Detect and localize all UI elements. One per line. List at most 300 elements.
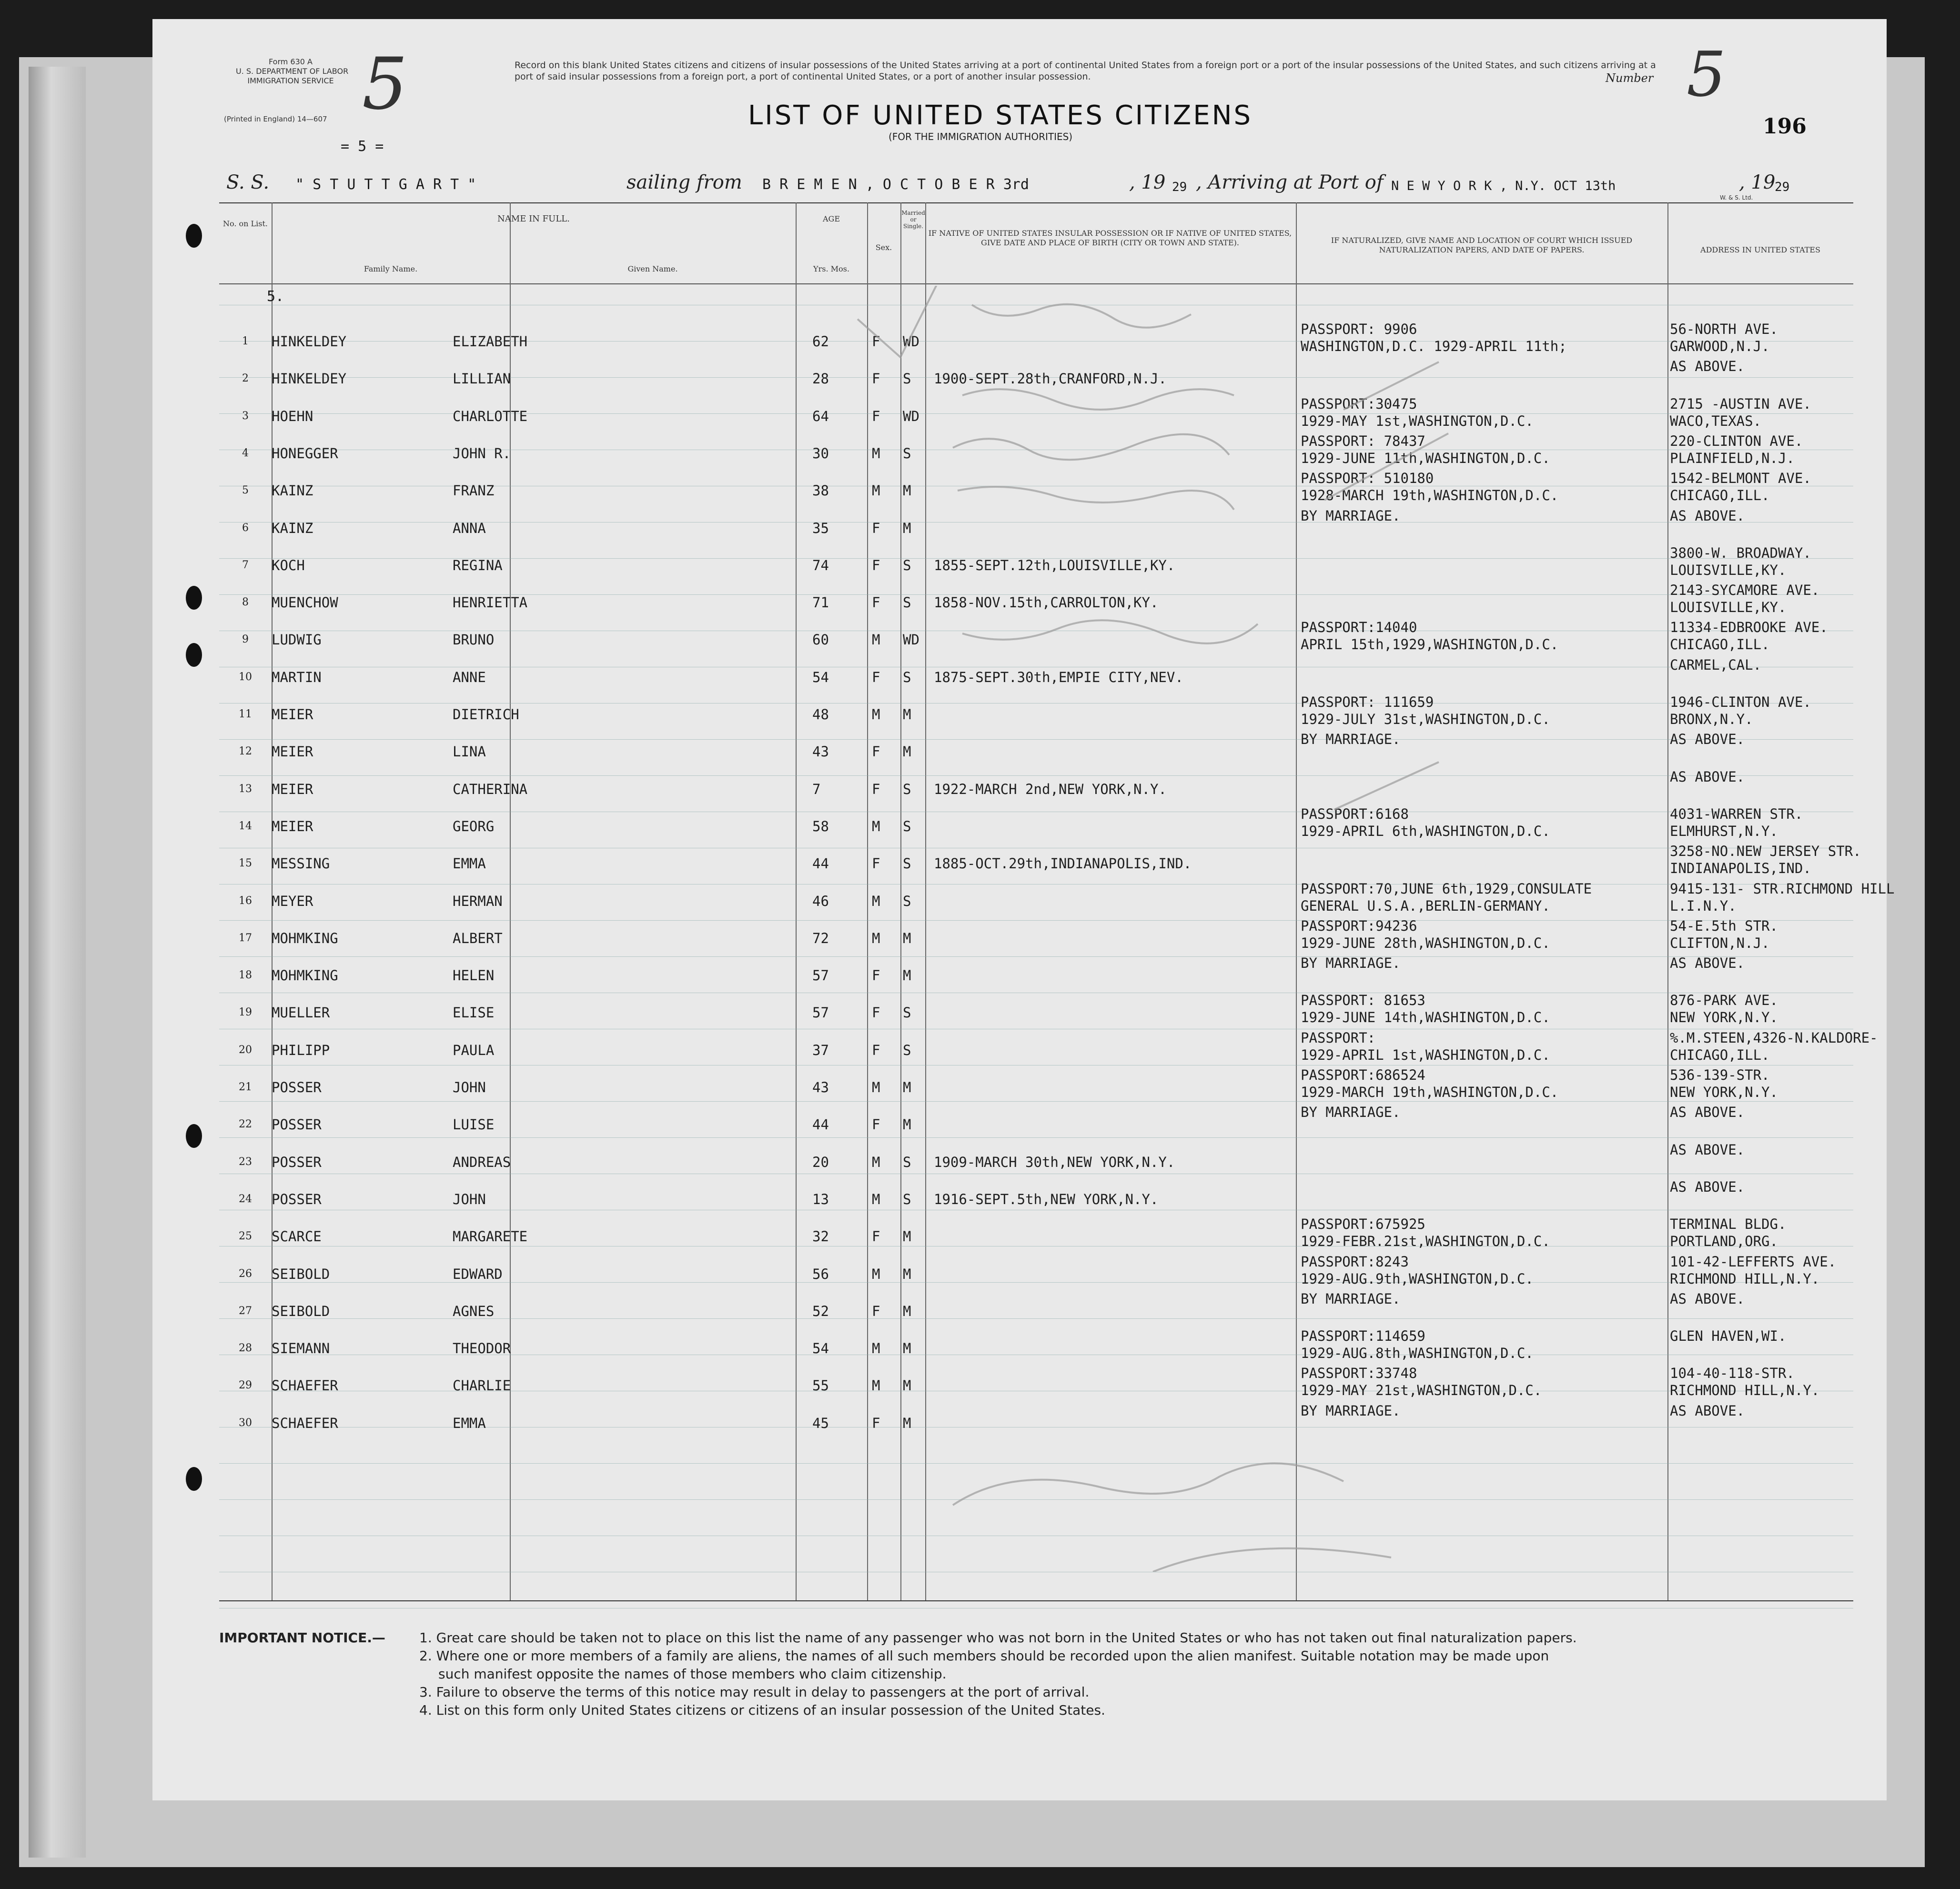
cell-age: 72: [812, 930, 829, 946]
cell-no: 21: [239, 1081, 252, 1093]
cell-sex: M: [872, 1154, 880, 1170]
cell-given: BRUNO: [453, 632, 495, 648]
binding-hole: [186, 1124, 202, 1148]
cell-family: HOEHN: [272, 408, 313, 424]
cell-nat1: BY MARRIAGE.: [1301, 1403, 1401, 1419]
cell-nat1: PASSPORT:6168: [1301, 806, 1409, 822]
cell-addr2: LOUISVILLE,KY.: [1670, 599, 1787, 615]
cell-addr1: CARMEL,CAL.: [1670, 657, 1762, 673]
cell-sex: F: [872, 557, 880, 573]
cell-given: ELISE: [453, 1005, 495, 1021]
cell-age: 54: [812, 1340, 829, 1356]
cell-no: 23: [239, 1156, 252, 1168]
cell-addr2: CHICAGO,ILL.: [1670, 636, 1770, 653]
col-header-age: AGE: [822, 214, 840, 223]
cell-birth: 1855-SEPT.12th,LOUISVILLE,KY.: [934, 557, 1175, 573]
cell-addr2: NEW YORK,N.Y.: [1670, 1084, 1778, 1100]
year-1: 29: [1172, 180, 1187, 194]
cell-ms: M: [903, 1266, 911, 1282]
cell-addr2: NEW YORK,N.Y.: [1670, 1009, 1778, 1025]
cell-no: 27: [239, 1305, 252, 1317]
cell-given: HERMAN: [453, 893, 503, 909]
cell-addr1: 11334-EDBROOKE AVE.: [1670, 619, 1828, 635]
cell-addr2: PLAINFIELD,N.J.: [1670, 450, 1795, 466]
cell-sex: F: [872, 1303, 880, 1319]
cell-age: 45: [812, 1415, 829, 1431]
cell-family: POSSER: [272, 1191, 322, 1207]
cell-family: POSSER: [272, 1116, 322, 1133]
cell-family: POSSER: [272, 1154, 322, 1170]
cell-given: LILLIAN: [453, 371, 511, 387]
cell-no: 29: [239, 1379, 252, 1391]
col-header-given: Given Name.: [627, 264, 678, 273]
cell-addr1: 220-CLINTON AVE.: [1670, 433, 1803, 449]
cell-sex: F: [872, 781, 880, 797]
cell-nat1: PASSPORT:94236: [1301, 918, 1417, 934]
cell-addr1: AS ABOVE.: [1670, 1291, 1745, 1307]
cell-ms: M: [903, 967, 911, 984]
cell-family: HINKELDEY: [272, 333, 347, 350]
cell-addr1: 101-42-LEFFERTS AVE.: [1670, 1254, 1837, 1270]
notice-label: IMPORTANT NOTICE.—: [219, 1630, 385, 1646]
cell-no: 16: [239, 895, 252, 907]
cell-age: 35: [812, 520, 829, 536]
cell-ms: S: [903, 1191, 911, 1207]
year-label-1: , 19: [1129, 171, 1166, 193]
cell-no: 5: [242, 484, 249, 496]
col-header-naturalized: IF NATURALIZED, GIVE NAME AND LOCATION OF COURT WHICH ISSUED NATURALIZATION PAPERS, AND DATE OF PAPERS.: [1331, 236, 1633, 254]
cell-nat2: 1929-AUG.8th,WASHINGTON,D.C.: [1301, 1345, 1534, 1361]
cell-no: 7: [242, 559, 249, 571]
number-value: 5: [1687, 38, 1726, 111]
cell-nat2: WASHINGTON,D.C. 1929-APRIL 11th;: [1301, 338, 1567, 354]
cell-no: 13: [239, 783, 252, 795]
cell-no: 28: [239, 1342, 252, 1354]
cell-given: ANNE: [453, 669, 486, 685]
department: U. S. DEPARTMENT OF LABOR: [236, 67, 349, 76]
cell-family: POSSER: [272, 1079, 322, 1095]
cell-addr1: 1542-BELMONT AVE.: [1670, 470, 1811, 486]
cell-given: ANDREAS: [453, 1154, 511, 1170]
cell-family: KOCH: [272, 557, 305, 573]
cell-family: HONEGGER: [272, 445, 338, 462]
cell-ms: S: [903, 557, 911, 573]
cell-ms: M: [903, 706, 911, 723]
cell-sex: F: [872, 333, 880, 350]
cell-addr1: 9415-131- STR.RICHMOND HILL: [1670, 881, 1895, 897]
cell-age: 37: [812, 1042, 829, 1058]
cell-addr1: 3800-W. BROADWAY.: [1670, 545, 1811, 561]
list-marker: = 5 =: [341, 138, 384, 155]
cell-addr1: 3258-NO.NEW JERSEY STR.: [1670, 843, 1861, 859]
cell-no: 18: [239, 969, 252, 981]
cell-given: ANNA: [453, 520, 486, 536]
page-subtitle: (FOR THE IMMIGRATION AUTHORITIES): [889, 131, 1073, 142]
ship-name: " S T U T T G A R T ": [295, 176, 476, 193]
cell-ms: S: [903, 371, 911, 387]
cell-addr1: 2143-SYCAMORE AVE.: [1670, 582, 1820, 598]
cell-nat1: PASSPORT:: [1301, 1030, 1376, 1046]
cell-nat1: PASSPORT:114659: [1301, 1328, 1425, 1344]
cell-family: MOHMKING: [272, 930, 338, 946]
cell-addr1: %.M.STEEN,4326-N.KALDORE-: [1670, 1030, 1878, 1046]
cell-age: 32: [812, 1228, 829, 1245]
cell-addr1: 536-139-STR.: [1670, 1067, 1770, 1083]
cell-addr2: CHICAGO,ILL.: [1670, 1047, 1770, 1063]
cell-birth: 1900-SEPT.28th,CRANFORD,N.J.: [934, 371, 1167, 387]
cell-no: 10: [239, 671, 252, 683]
cell-sex: M: [872, 818, 880, 834]
cell-ms: M: [903, 1377, 911, 1394]
cell-family: MUELLER: [272, 1005, 330, 1021]
cell-addr1: AS ABOVE.: [1670, 508, 1745, 524]
cell-family: HINKELDEY: [272, 371, 347, 387]
cell-addr1: 54-E.5th STR.: [1670, 918, 1778, 934]
cell-nat2: 1929-MAY 1st,WASHINGTON,D.C.: [1301, 413, 1534, 429]
cell-no: 15: [239, 857, 252, 869]
notice-item-3: 3. Failure to observe the terms of this notice may result in delay to passengers at the port of arrival.: [419, 1684, 1090, 1700]
cell-no: 19: [239, 1006, 252, 1018]
cell-family: SCHAEFER: [272, 1415, 338, 1431]
cell-family: SCARCE: [272, 1228, 322, 1245]
cell-nat1: PASSPORT:14040: [1301, 619, 1417, 635]
cell-nat1: PASSPORT: 9906: [1301, 321, 1417, 337]
page-title: LIST OF UNITED STATES CITIZENS: [748, 100, 1253, 131]
binding-hole: [186, 643, 202, 667]
cell-family: PHILIPP: [272, 1042, 330, 1058]
binding-hole: [186, 1467, 202, 1491]
cell-nat1: PASSPORT:675925: [1301, 1216, 1425, 1232]
cell-nat2: 1929-JULY 31st,WASHINGTON,D.C.: [1301, 711, 1550, 727]
col-header-married: Married or Single.: [901, 210, 925, 230]
cell-age: 54: [812, 669, 829, 685]
cell-addr2: RICHMOND HILL,N.Y.: [1670, 1382, 1820, 1398]
year-label-2: , 19: [1739, 171, 1776, 193]
cell-no: 14: [239, 820, 252, 832]
table-top-rule: [219, 202, 1853, 203]
cell-birth: 1875-SEPT.30th,EMPIE CITY,NEV.: [934, 669, 1183, 685]
cell-addr1: GLEN HAVEN,WI.: [1670, 1328, 1787, 1344]
cell-given: EMMA: [453, 855, 486, 872]
binding-hole: [186, 586, 202, 610]
cell-ms: M: [903, 1079, 911, 1095]
number-label: Number: [1606, 71, 1654, 85]
cell-age: 56: [812, 1266, 829, 1282]
cell-sex: F: [872, 520, 880, 536]
cell-sex: M: [872, 893, 880, 909]
col-header-family: Family Name.: [364, 264, 418, 273]
cell-nat2: 1929-JUNE 11th,WASHINGTON,D.C.: [1301, 450, 1550, 466]
cell-nat2: 1929-JUNE 28th,WASHINGTON,D.C.: [1301, 935, 1550, 951]
cell-addr2: RICHMOND HILL,N.Y.: [1670, 1271, 1820, 1287]
cell-given: MARGARETE: [453, 1228, 528, 1245]
cell-sex: M: [872, 445, 880, 462]
cell-nat2: APRIL 15th,1929,WASHINGTON,D.C.: [1301, 636, 1559, 653]
cell-given: AGNES: [453, 1303, 495, 1319]
cell-nat2: 1929-APRIL 1st,WASHINGTON,D.C.: [1301, 1047, 1550, 1063]
cell-given: ELIZABETH: [453, 333, 528, 350]
col-header-no: No. on List.: [222, 219, 268, 228]
cell-sex: M: [872, 1191, 880, 1207]
cell-ms: M: [903, 1303, 911, 1319]
cell-age: 13: [812, 1191, 829, 1207]
notice-item-2: 2. Where one or more members of a family are aliens, the names of all such members should be recorded upon the alien manifest. Suitable notation may be made upon: [419, 1648, 1549, 1664]
form-number: Form 630 A: [269, 57, 313, 66]
cell-family: LUDWIG: [272, 632, 322, 648]
cell-given: PAULA: [453, 1042, 495, 1058]
col-header-sex: Sex.: [875, 243, 892, 252]
cell-given: THEODOR: [453, 1340, 511, 1356]
cell-family: MOHMKING: [272, 967, 338, 984]
printer-mark: W. & S. Ltd.: [1720, 194, 1753, 201]
cell-given: FRANZ: [453, 482, 495, 499]
cell-age: 58: [812, 818, 829, 834]
cell-given: LINA: [453, 744, 486, 760]
cell-sex: F: [872, 855, 880, 872]
cell-nat1: PASSPORT: 78437: [1301, 433, 1425, 449]
cell-ms: S: [903, 669, 911, 685]
cell-addr2: CHICAGO,ILL.: [1670, 487, 1770, 503]
cell-given: GEORG: [453, 818, 495, 834]
cell-no: 9: [242, 633, 249, 645]
cell-given: CHARLIE: [453, 1377, 511, 1394]
cell-family: MARTIN: [272, 669, 322, 685]
cell-age: 46: [812, 893, 829, 909]
cell-addr2: ELMHURST,N.Y.: [1670, 823, 1778, 839]
cell-age: 57: [812, 1005, 829, 1021]
cell-no: 25: [239, 1230, 252, 1242]
cell-family: MUENCHOW: [272, 594, 338, 611]
col-header-yrs-mos: Yrs. Mos.: [813, 264, 849, 273]
pencil-annotations: [819, 286, 1677, 1572]
cell-birth: 1909-MARCH 30th,NEW YORK,N.Y.: [934, 1154, 1175, 1170]
cell-age: 60: [812, 632, 829, 648]
year-2: 29: [1775, 180, 1790, 194]
cell-ms: WD: [903, 632, 919, 648]
cell-sex: M: [872, 930, 880, 946]
table-header-rule: [219, 283, 1853, 284]
cell-addr2: PORTLAND,ORG.: [1670, 1233, 1778, 1249]
cell-nat2: 1929-MAY 21st,WASHINGTON,D.C.: [1301, 1382, 1542, 1398]
cell-addr1: AS ABOVE.: [1670, 1104, 1745, 1120]
cell-addr1: 56-NORTH AVE.: [1670, 321, 1778, 337]
printed-note: (Printed in England) 14—607: [224, 115, 327, 123]
cell-addr2: BRONX,N.Y.: [1670, 711, 1753, 727]
cell-given: HELEN: [453, 967, 495, 984]
cell-nat1: PASSPORT: 81653: [1301, 992, 1425, 1008]
cell-given: ALBERT: [453, 930, 503, 946]
cell-ms: M: [903, 1116, 911, 1133]
cell-addr1: AS ABOVE.: [1670, 358, 1745, 374]
cell-addr1: AS ABOVE.: [1670, 1142, 1745, 1158]
cell-no: 4: [242, 447, 249, 459]
cell-age: 48: [812, 706, 829, 723]
cell-nat1: PASSPORT:8243: [1301, 1254, 1409, 1270]
cell-sex: F: [872, 594, 880, 611]
cell-sex: F: [872, 1228, 880, 1245]
cell-ms: WD: [903, 333, 919, 350]
arriving-label: , Arriving at Port of: [1196, 171, 1384, 193]
cell-age: 7: [812, 781, 821, 797]
cell-age: 64: [812, 408, 829, 424]
col-header-name: NAME IN FULL.: [497, 214, 570, 224]
cell-nat2: 1928-MARCH 19th,WASHINGTON,D.C.: [1301, 487, 1559, 503]
cell-ms: S: [903, 1154, 911, 1170]
page-number: 196: [1763, 114, 1807, 139]
cell-addr2: CLIFTON,N.J.: [1670, 935, 1770, 951]
cell-ms: S: [903, 1042, 911, 1058]
arriving-port: N E W Y O R K , N.Y. OCT 13th: [1391, 179, 1616, 193]
cell-age: 28: [812, 371, 829, 387]
cell-ms: WD: [903, 408, 919, 424]
cell-ms: S: [903, 893, 911, 909]
cell-addr1: 104-40-118-STR.: [1670, 1365, 1795, 1381]
cell-ms: M: [903, 930, 911, 946]
cell-addr2: L.I.N.Y.: [1670, 898, 1737, 914]
sailing-from: B R E M E N , O C T O B E R 3rd: [762, 176, 1029, 193]
col-header-address: ADDRESS IN UNITED STATES: [1700, 245, 1820, 254]
cell-sex: M: [872, 482, 880, 499]
cell-age: 52: [812, 1303, 829, 1319]
cell-sex: F: [872, 371, 880, 387]
cell-sex: M: [872, 632, 880, 648]
cell-family: MEIER: [272, 744, 313, 760]
cell-sex: F: [872, 744, 880, 760]
cell-addr1: AS ABOVE.: [1670, 769, 1745, 785]
page-stack-edge: [29, 67, 86, 1858]
cell-nat2: 1929-FEBR.21st,WASHINGTON,D.C.: [1301, 1233, 1550, 1249]
cell-no: 22: [239, 1118, 252, 1130]
cell-nat2: 1929-JUNE 14th,WASHINGTON,D.C.: [1301, 1009, 1550, 1025]
cell-sex: M: [872, 706, 880, 723]
cell-ms: M: [903, 520, 911, 536]
cell-nat1: PASSPORT:33748: [1301, 1365, 1417, 1381]
cell-ms: S: [903, 594, 911, 611]
cell-ms: M: [903, 482, 911, 499]
cell-nat1: PASSPORT: 111659: [1301, 694, 1434, 710]
cell-addr2: LOUISVILLE,KY.: [1670, 562, 1787, 578]
form-info: [236, 57, 349, 86]
cell-nat1: PASSPORT:686524: [1301, 1067, 1425, 1083]
cell-no: 3: [242, 410, 249, 422]
cell-no: 6: [242, 522, 249, 534]
cell-sex: F: [872, 408, 880, 424]
cell-no: 2: [242, 372, 249, 384]
sailing-label: sailing from: [626, 171, 742, 193]
cell-nat1: BY MARRIAGE.: [1301, 508, 1401, 524]
cell-no: 20: [239, 1044, 252, 1056]
service: IMMIGRATION SERVICE: [247, 76, 334, 85]
cell-nat1: PASSPORT:70,JUNE 6th,1929,CONSULATE: [1301, 881, 1592, 897]
cell-age: 44: [812, 855, 829, 872]
cell-no: 11: [239, 708, 252, 720]
cell-family: MEIER: [272, 781, 313, 797]
cell-no: 8: [242, 596, 249, 608]
cell-given: REGINA: [453, 557, 503, 573]
cell-no: 26: [239, 1268, 252, 1280]
cell-no: 17: [239, 932, 252, 944]
cell-addr2: INDIANAPOLIS,IND.: [1670, 860, 1811, 876]
cell-family: KAINZ: [272, 482, 313, 499]
cell-ms: M: [903, 1415, 911, 1431]
cell-nat2: 1929-APRIL 6th,WASHINGTON,D.C.: [1301, 823, 1550, 839]
cell-given: CATHERINA: [453, 781, 528, 797]
notice-item-4: 4. List on this form only United States citizens or citizens of an insular possession of the United States.: [419, 1702, 1105, 1718]
cell-sex: F: [872, 669, 880, 685]
cell-nat1: BY MARRIAGE.: [1301, 731, 1401, 747]
cell-given: JOHN: [453, 1079, 486, 1095]
cell-addr1: 1946-CLINTON AVE.: [1670, 694, 1811, 710]
cell-age: 43: [812, 1079, 829, 1095]
cell-family: MEYER: [272, 893, 313, 909]
cell-age: 62: [812, 333, 829, 350]
cell-sex: F: [872, 1005, 880, 1021]
cell-sex: F: [872, 1116, 880, 1133]
cell-addr1: AS ABOVE.: [1670, 955, 1745, 971]
cell-nat1: PASSPORT:30475: [1301, 396, 1417, 412]
cell-age: 38: [812, 482, 829, 499]
cell-given: JOHN R.: [453, 445, 511, 462]
cell-age: 57: [812, 967, 829, 984]
cell-addr2: GARWOOD,N.J.: [1670, 338, 1770, 354]
cell-sex: M: [872, 1266, 880, 1282]
cell-family: SEIBOLD: [272, 1303, 330, 1319]
cell-age: 44: [812, 1116, 829, 1133]
binding-hole: [186, 224, 202, 248]
cell-given: CHARLOTTE: [453, 408, 528, 424]
cell-age: 74: [812, 557, 829, 573]
cell-sex: F: [872, 1415, 880, 1431]
table-bottom-rule: [219, 1600, 1853, 1601]
cell-ms: M: [903, 1228, 911, 1245]
cell-family: KAINZ: [272, 520, 313, 536]
cell-birth: 1858-NOV.15th,CARROLTON,KY.: [934, 594, 1159, 611]
cell-sex: F: [872, 967, 880, 984]
cell-ms: S: [903, 781, 911, 797]
cell-no: 1: [242, 335, 249, 347]
cell-given: JOHN: [453, 1191, 486, 1207]
cell-no: 24: [239, 1193, 252, 1205]
cell-sex: M: [872, 1340, 880, 1356]
cell-addr1: 876-PARK AVE.: [1670, 992, 1778, 1008]
cell-addr1: AS ABOVE.: [1670, 1179, 1745, 1195]
cell-nat1: BY MARRIAGE.: [1301, 1291, 1401, 1307]
cell-sex: M: [872, 1079, 880, 1095]
cell-given: EDWARD: [453, 1266, 503, 1282]
cell-addr1: 2715 -AUSTIN AVE.: [1670, 396, 1811, 412]
cell-nat2: 1929-AUG.9th,WASHINGTON,D.C.: [1301, 1271, 1534, 1287]
cell-birth: 1922-MARCH 2nd,NEW YORK,N.Y.: [934, 781, 1167, 797]
cell-addr1: AS ABOVE.: [1670, 1403, 1745, 1419]
cell-given: DIETRICH: [453, 706, 519, 723]
notice-item-1: 1. Great care should be taken not to place on this list the name of any passenger who was not born in the United States or who has not taken out final naturalization papers.: [419, 1630, 1577, 1646]
ss-label: S. S.: [226, 171, 270, 193]
cell-nat1: BY MARRIAGE.: [1301, 955, 1401, 971]
cell-age: 43: [812, 744, 829, 760]
cell-family: MEIER: [272, 818, 313, 834]
instruction-text: Record on this blank United States citizens and citizens of insular possessions of the United States arriving at a port of continental United States from a foreign port or a port of the insular possessions of the United States, and such citizens arriving at a port of said insular possessions from a foreign port, a port of continental United States, or a port of another insular possession.: [515, 60, 1656, 82]
cell-addr1: AS ABOVE.: [1670, 731, 1745, 747]
cell-family: SEIBOLD: [272, 1266, 330, 1282]
cell-addr1: 4031-WARREN STR.: [1670, 806, 1803, 822]
list-page-mark: 5.: [267, 288, 284, 305]
cell-ms: M: [903, 1340, 911, 1356]
cell-ms: M: [903, 744, 911, 760]
cell-no: 12: [239, 745, 252, 757]
cell-addr2: WACO,TEXAS.: [1670, 413, 1762, 429]
cell-age: 55: [812, 1377, 829, 1394]
cell-family: SIEMANN: [272, 1340, 330, 1356]
